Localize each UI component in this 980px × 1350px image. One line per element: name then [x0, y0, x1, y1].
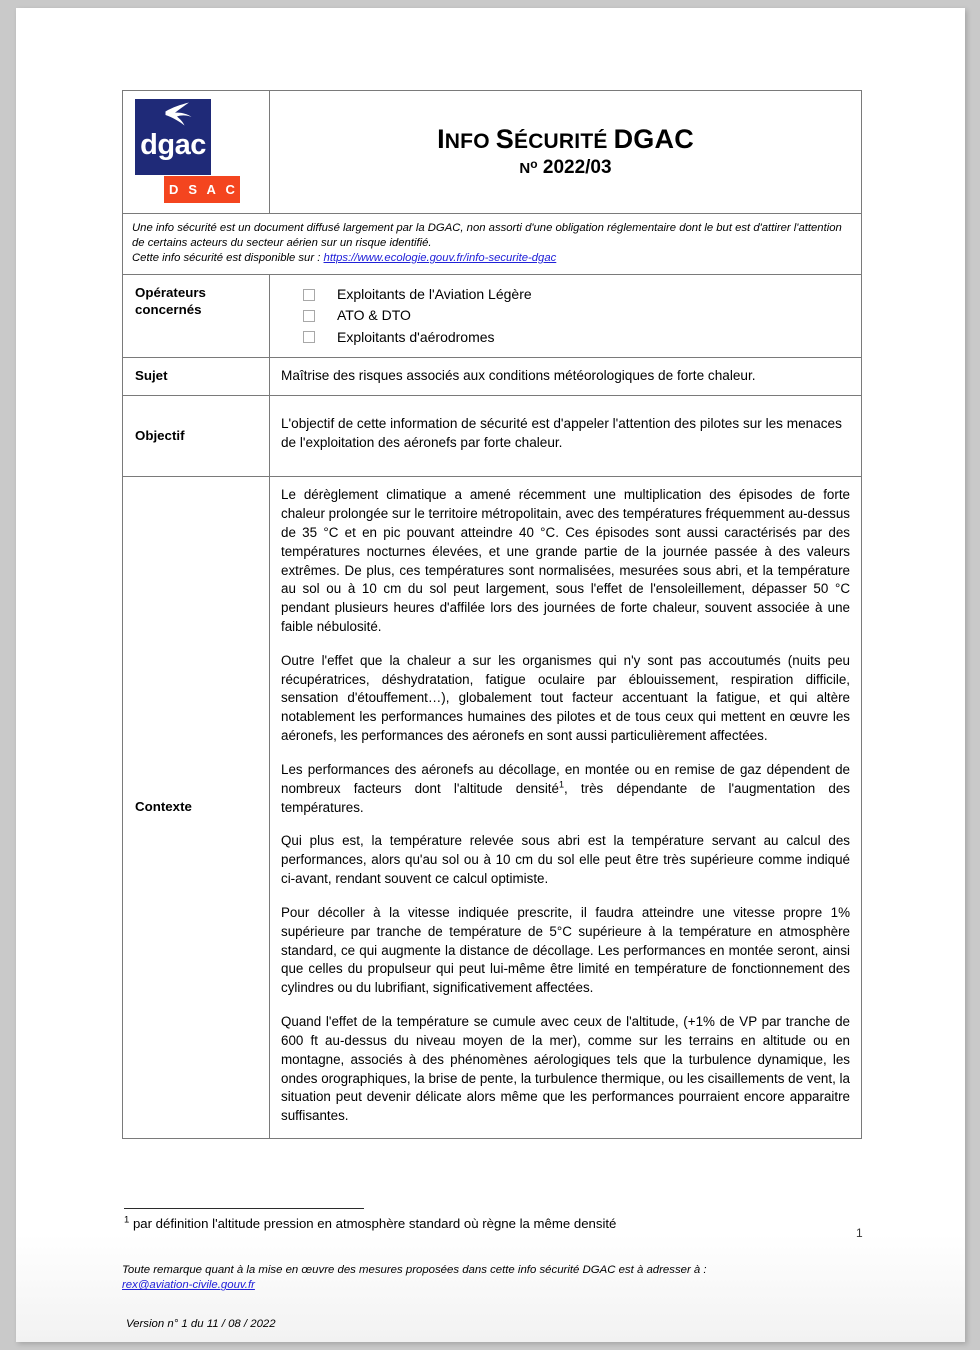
operator-label: Exploitants d'aérodromes [337, 328, 495, 345]
operator-label: ATO & DTO [337, 307, 411, 324]
swift-bird-icon [163, 101, 197, 127]
subject-label: Sujet [123, 357, 270, 395]
subject-row [123, 357, 862, 395]
availability-line [132, 251, 852, 266]
document-body [122, 90, 868, 1139]
number-value: 2022/03 [537, 157, 612, 179]
context-paragraph-1: Le dérèglement climatique a amené récemment une multiplication des épisodes de forte chaleur prolongée sur le territoire métropolitain, avec des températures fréquemment au-dessus de 35 °C et en pic pouvant atteindre 40 °C. Ces épisodes sont aussi caractérisés par des températures nocturnes élevées, et une grande partie de la journée passée à des valeurs extrêmes. De plus, ces températures sont normalisées, mesurées sous abri, et la température au sol ou à 10 cm du sol peut largement, sous l'effet de l'ensoleillement, dépasser 50 °C pendant plusieurs heures d'affilée lors des journées de forte chaleur, souvent associée à une faible nébulosité. [281, 487, 850, 634]
footnote-body: par définition l'altitude pression en atmosphère standard où règne la même densité [129, 1216, 617, 1231]
logo-cell [123, 91, 270, 214]
context-p3-after: , très dépendante de l'augmentation des températures. [281, 780, 851, 815]
title-letter-s: S [495, 123, 514, 154]
page-number: 1 [856, 1226, 863, 1240]
dgac-wordmark: dgac [140, 129, 206, 161]
info-securite-url-link[interactable]: https://www.ecologie.gouv.fr/info-securite-dgac [323, 252, 557, 265]
title-cell [270, 91, 862, 214]
title-info-rest: NFO [444, 129, 496, 153]
disclaimer-row [123, 214, 862, 275]
objective-row [123, 395, 862, 477]
footnote-separator [124, 1208, 364, 1209]
document-page [16, 8, 965, 1342]
number-prefix: N [519, 160, 531, 178]
operator-label: Exploitants de l'Aviation Légère [337, 286, 532, 303]
disclaimer-cell [123, 214, 862, 275]
page-title [278, 125, 853, 155]
context-paragraph-3 [281, 761, 850, 817]
operators-content [270, 275, 862, 358]
list-item[interactable] [281, 305, 849, 326]
context-p3-before: Les performances des aéronefs au décollage, en montée ou en remise de gaz dépendent de nombreux facteurs dont l'altitude densité [281, 761, 850, 796]
context-paragraph-2: Outre l'effet que la chaleur a sur les organismes qui n'y sont pas accoutumés (nuits peu récupératrices, déshydratation, fatigue oculaire par éblouissement, respiration difficile, sensation d'étouffement…), globalement tout facteur accentuant la fatigue, et qui altère notablement les performances humaines des pilotes et de tous ceux qui mettent en œuvre les aéronefs, les performances des aéronefs en sont aussi particulièrement affectées. [281, 652, 850, 744]
dgac-dsac-logo [123, 91, 269, 213]
dsac-wordmark: D S A C [164, 176, 240, 203]
header-row [123, 91, 862, 214]
context-content [270, 477, 862, 1139]
version-line: Version n° 1 du 11 / 08 / 2022 [126, 1318, 276, 1330]
info-securite-table [122, 90, 862, 1139]
checkbox-icon[interactable] [303, 310, 315, 322]
list-item[interactable] [281, 327, 849, 348]
footnote-text [124, 1215, 868, 1232]
disclaimer-text: Une info sécurité est un document diffusé largement par la DGAC, non assorti d'une obligation réglementaire dont le but est d'attirer l'attention de certains acteurs du secteur aérien sur un risque identifié. [132, 222, 842, 250]
footer-email-link[interactable]: rex@aviation-civile.gouv.fr [122, 1279, 255, 1292]
context-row [123, 477, 862, 1139]
checkbox-icon[interactable] [303, 289, 315, 301]
footer-remark-block [122, 1263, 868, 1294]
context-paragraph-5: Pour décoller à la vitesse indiquée prescrite, il faudra atteindre une vitesse propre 1% supérieure par tranche de température de 5°C supérieure à la température en atmosphère standard, ce qui augmente la distance de décollage. Les performances en montée seront, ainsi que celles du propulseur qui peut lui-même être limité en température de fonctionnement des cylindres ou du lubrifiant, significativement affectées. [281, 904, 850, 996]
title-letter-i: I [437, 123, 445, 154]
footnote-marker: 1 [124, 1214, 130, 1226]
subject-content: Maîtrise des risques associés aux conditions météorologiques de forte chaleur. [270, 357, 862, 395]
availability-prefix: Cette info sécurité est disponible sur : [132, 252, 324, 265]
title-dgac: DGAC [613, 123, 694, 154]
objective-content: L'objectif de cette information de sécurité est d'appeler l'attention des pilotes sur les menaces de l'exploitation des aéronefs par forte chaleur. [270, 395, 862, 477]
operators-label: Opérateurs concernés [123, 275, 270, 358]
objective-label: Objectif [123, 395, 270, 477]
title-securite-rest: ÉCURITÉ [513, 129, 614, 153]
footnote-marker-ref: 1 [558, 779, 564, 790]
checkbox-icon[interactable] [303, 331, 315, 343]
footnote-area [122, 1208, 868, 1232]
context-paragraph-6: Quand l'effet de la température se cumule avec ceux de l'altitude, (+1% de VP par tranche de 600 ft au-dessus du niveau moyen de la mer), comme sur les terrains en altitude ou en montagne, associés à des phénomènes aérologiques tels que la turbulence dynamique, les ondes orographiques, la brise de pente, la turbulence thermique, ou les cisaillements de vent, la situation peut devenir délicate alors même que les performances pourraient encore apparaitre suffisantes. [281, 1014, 850, 1124]
operators-row [123, 275, 862, 358]
context-paragraph-4: Qui plus est, la température relevée sous abri est la température servant au calcul des performances, alors qu'au sol ou à 10 cm du sol elle peut être très supérieure comme indiqué ci-avant, rendant souvent ce calcul optimiste. [281, 833, 850, 887]
context-label: Contexte [123, 477, 270, 1139]
number-ordinal: o [530, 157, 538, 172]
document-number [278, 157, 853, 179]
footer-remark-text: Toute remarque quant à la mise en œuvre des mesures proposées dans cette info sécurité DGAC est à adresser à : [122, 1264, 707, 1276]
operators-checkbox-list [281, 284, 849, 348]
list-item[interactable] [281, 284, 849, 305]
